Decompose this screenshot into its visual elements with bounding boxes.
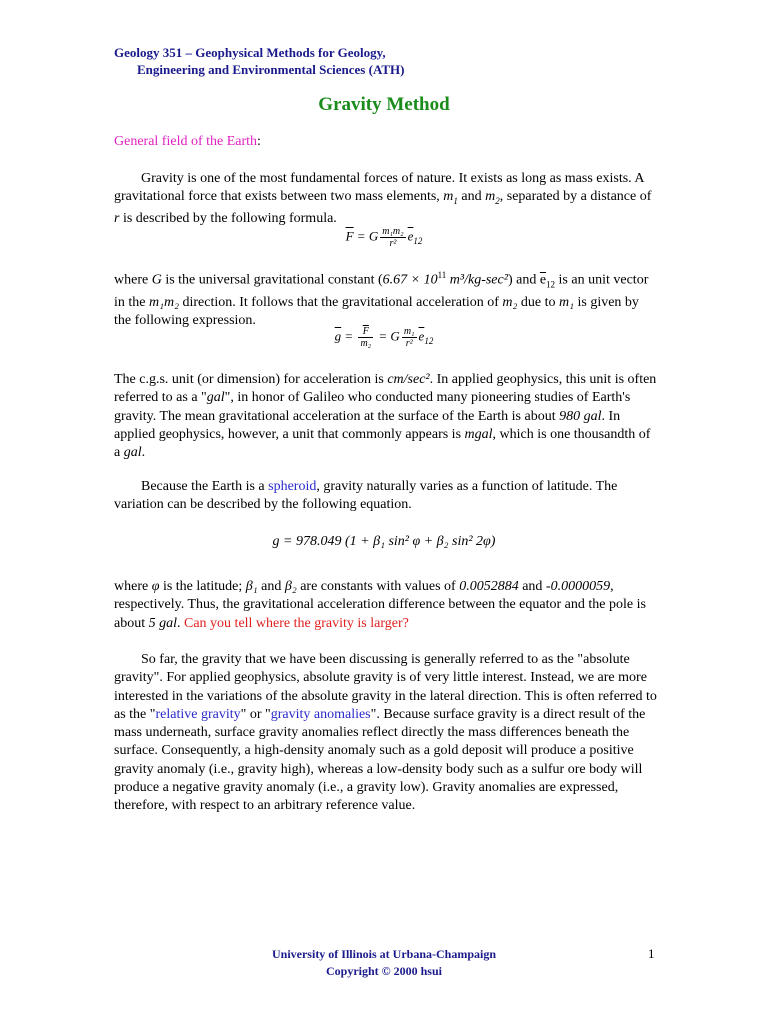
footer-copyright: Copyright © 2000 hsui bbox=[326, 964, 442, 978]
term-mgal: mgal bbox=[464, 426, 493, 442]
eq-denominator: r² bbox=[389, 238, 397, 249]
eq-g: = G bbox=[353, 228, 379, 244]
var-r: r bbox=[114, 211, 120, 227]
header-department-line: Engineering and Environmental Sciences (ATH) bbox=[137, 62, 405, 77]
text: The c.g.s. unit (or dimension) for acceleration is bbox=[114, 372, 388, 387]
text: " or " bbox=[240, 706, 271, 722]
gravitational-constant: 6.67 × 10 bbox=[382, 272, 438, 288]
text: and bbox=[257, 579, 285, 594]
var-m: m bbox=[443, 189, 454, 205]
section-heading-text: General field of the Earth bbox=[114, 134, 258, 149]
var-G: G bbox=[151, 272, 162, 288]
value-980-gal: 980 gal bbox=[559, 408, 602, 424]
question-text: Can you tell where the gravity is larger? bbox=[184, 615, 409, 631]
var-m2: m₂ bbox=[502, 294, 518, 310]
eq-fraction bbox=[380, 226, 405, 249]
paragraph-gravitational-constant bbox=[114, 266, 659, 330]
text: , respectively. Thus, the gravitational acceleration difference between the equator and the pole is about bbox=[114, 579, 646, 631]
eq-subscript: 12 bbox=[424, 336, 434, 347]
equation-acceleration bbox=[0, 326, 768, 349]
eq-unit-vector: $\overline{e}$ bbox=[407, 228, 414, 244]
text: ) and bbox=[507, 272, 540, 288]
text: , separated by a distance of bbox=[499, 189, 652, 205]
units: m³/kg-sec² bbox=[446, 272, 508, 288]
eq-equals: = bbox=[341, 328, 357, 344]
relative-gravity-link[interactable]: relative gravity bbox=[155, 706, 241, 722]
value-beta2: -0.0000059 bbox=[545, 579, 611, 594]
eq-unit-vector: $\overline{e}$ bbox=[418, 328, 425, 344]
text: and bbox=[457, 189, 486, 205]
var-beta2: β₂ bbox=[284, 579, 297, 594]
text: , gravity naturally varies as a function of latitude. The variation can be described by the following equation. bbox=[114, 479, 618, 513]
spheroid-link[interactable]: spheroid bbox=[268, 479, 317, 494]
text: , which is one thousandth of a bbox=[114, 426, 651, 461]
page-title: Gravity Method bbox=[318, 94, 450, 115]
text: . bbox=[141, 445, 146, 461]
eq-subscript: 12 bbox=[413, 236, 423, 247]
text: . bbox=[177, 615, 184, 631]
var-m: m bbox=[485, 189, 496, 205]
eq-numerator: m₁m₂ bbox=[382, 226, 404, 237]
text: due to bbox=[517, 294, 559, 310]
term-gal: gal bbox=[206, 390, 225, 406]
unit-vector: $\overline{e}$ bbox=[539, 272, 547, 288]
text: . In applied geophysics, this unit is often referred to as a " bbox=[114, 372, 657, 406]
paragraph-spheroid bbox=[114, 478, 659, 515]
text: is the latitude; bbox=[159, 579, 246, 594]
var-m1: m₁ bbox=[559, 294, 574, 310]
text: and bbox=[518, 579, 546, 594]
document-header bbox=[114, 44, 404, 78]
section-heading-colon: : bbox=[257, 134, 261, 149]
gravity-anomalies-link[interactable]: gravity anomalies bbox=[270, 706, 371, 722]
text: ". Because surface gravity is a direct result of the mass underneath, surface gravity anomalies reflect directly the mass differences beneath the surface. Consequently, a high-density anomaly such as a gold deposit will produce a positive gravity anomaly (i.e., gravity high), whereas a low-density body such as a sulfur ore body will produce a negative gravity anomaly (i.e., a gravity low). Gravity anomalies are expressed, therefore, with respect to an arbitrary reference value. bbox=[114, 706, 646, 814]
equation-force bbox=[0, 226, 768, 249]
paragraph-gravity-intro: Gravity is one of the most fundamental forces of nature. It exists as long as mass exists. A gravitational force that exists between two mass elements, $m_1$ and $m_2$, separated by a distance of r is described by the following formula. bbox=[114, 171, 652, 227]
subscript: 12 bbox=[546, 279, 556, 290]
eq-numerator: m₁ bbox=[403, 326, 415, 337]
text: ", in honor of Galileo who conducted many pioneering studies of Earth's gravity. The mean gravitational acceleration at the surface of the Earth is about bbox=[114, 390, 631, 424]
eq-numerator: $\overline{F}$ bbox=[358, 326, 373, 338]
paragraph-absolute-relative-gravity bbox=[114, 651, 659, 816]
header-course-line: Geology 351 – Geophysical Methods for Geology, bbox=[114, 45, 386, 60]
text: Gravity is one of the most fundamental forces of nature. It exists as long as mass exists. A gravitational force that exists between two mass elements, bbox=[114, 171, 644, 205]
text: are constants with values of bbox=[296, 579, 460, 594]
var-beta1: β₁ bbox=[245, 579, 258, 594]
value-5-gal: 5 gal bbox=[148, 615, 177, 631]
section-heading bbox=[114, 134, 261, 150]
text: where bbox=[114, 272, 152, 288]
paragraph-cgs-units bbox=[114, 371, 659, 462]
eq-g-symbol: $\overline{g}$ bbox=[334, 328, 342, 344]
text: is an unit vector in the bbox=[114, 272, 649, 310]
text: where bbox=[114, 579, 152, 594]
page-number: 1 bbox=[648, 946, 655, 961]
text: is described by the following formula. bbox=[119, 211, 337, 227]
eq-g: = G bbox=[375, 328, 400, 344]
eq-denominator: m₂ bbox=[360, 338, 372, 349]
paragraph-latitude-constants bbox=[114, 578, 659, 633]
term-gal: gal bbox=[123, 445, 142, 461]
eq-fraction-1 bbox=[358, 326, 373, 349]
unit-cm-sec2: cm/sec² bbox=[387, 372, 430, 387]
eq-denominator: r² bbox=[405, 338, 413, 349]
eq-force-symbol: $\overline{F}$ bbox=[345, 228, 354, 244]
text: direction. It follows that the gravitational acceleration of bbox=[178, 294, 503, 310]
value-beta1: 0.0052884 bbox=[459, 579, 519, 594]
text: is given by the following expression. bbox=[114, 294, 639, 329]
var-phi: φ bbox=[151, 579, 160, 594]
footer-university: University of Illinois at Urbana-Champaign bbox=[271, 947, 497, 961]
text: . In applied geophysics, however, a unit that commonly appears is bbox=[114, 408, 621, 442]
eq-fraction-2 bbox=[402, 326, 417, 349]
equation-latitude-gravity: g = 978.049 (1 + β₁ sin² φ + β₂ sin² 2φ) bbox=[272, 534, 496, 549]
exponent: 11 bbox=[437, 270, 447, 280]
text: is the universal gravitational constant ( bbox=[161, 272, 383, 288]
text: Because the Earth is a bbox=[141, 479, 269, 494]
var-m1m2: m₁m₂ bbox=[149, 294, 179, 310]
text: So far, the gravity that we have been discussing is generally referred to as the "absolute gravity". For applied geophysics, absolute gravity is of very little interest. Instead, we are more interested in the variations of the absolute gravity in the lateral direction. This is often referred to as the " bbox=[114, 652, 657, 722]
